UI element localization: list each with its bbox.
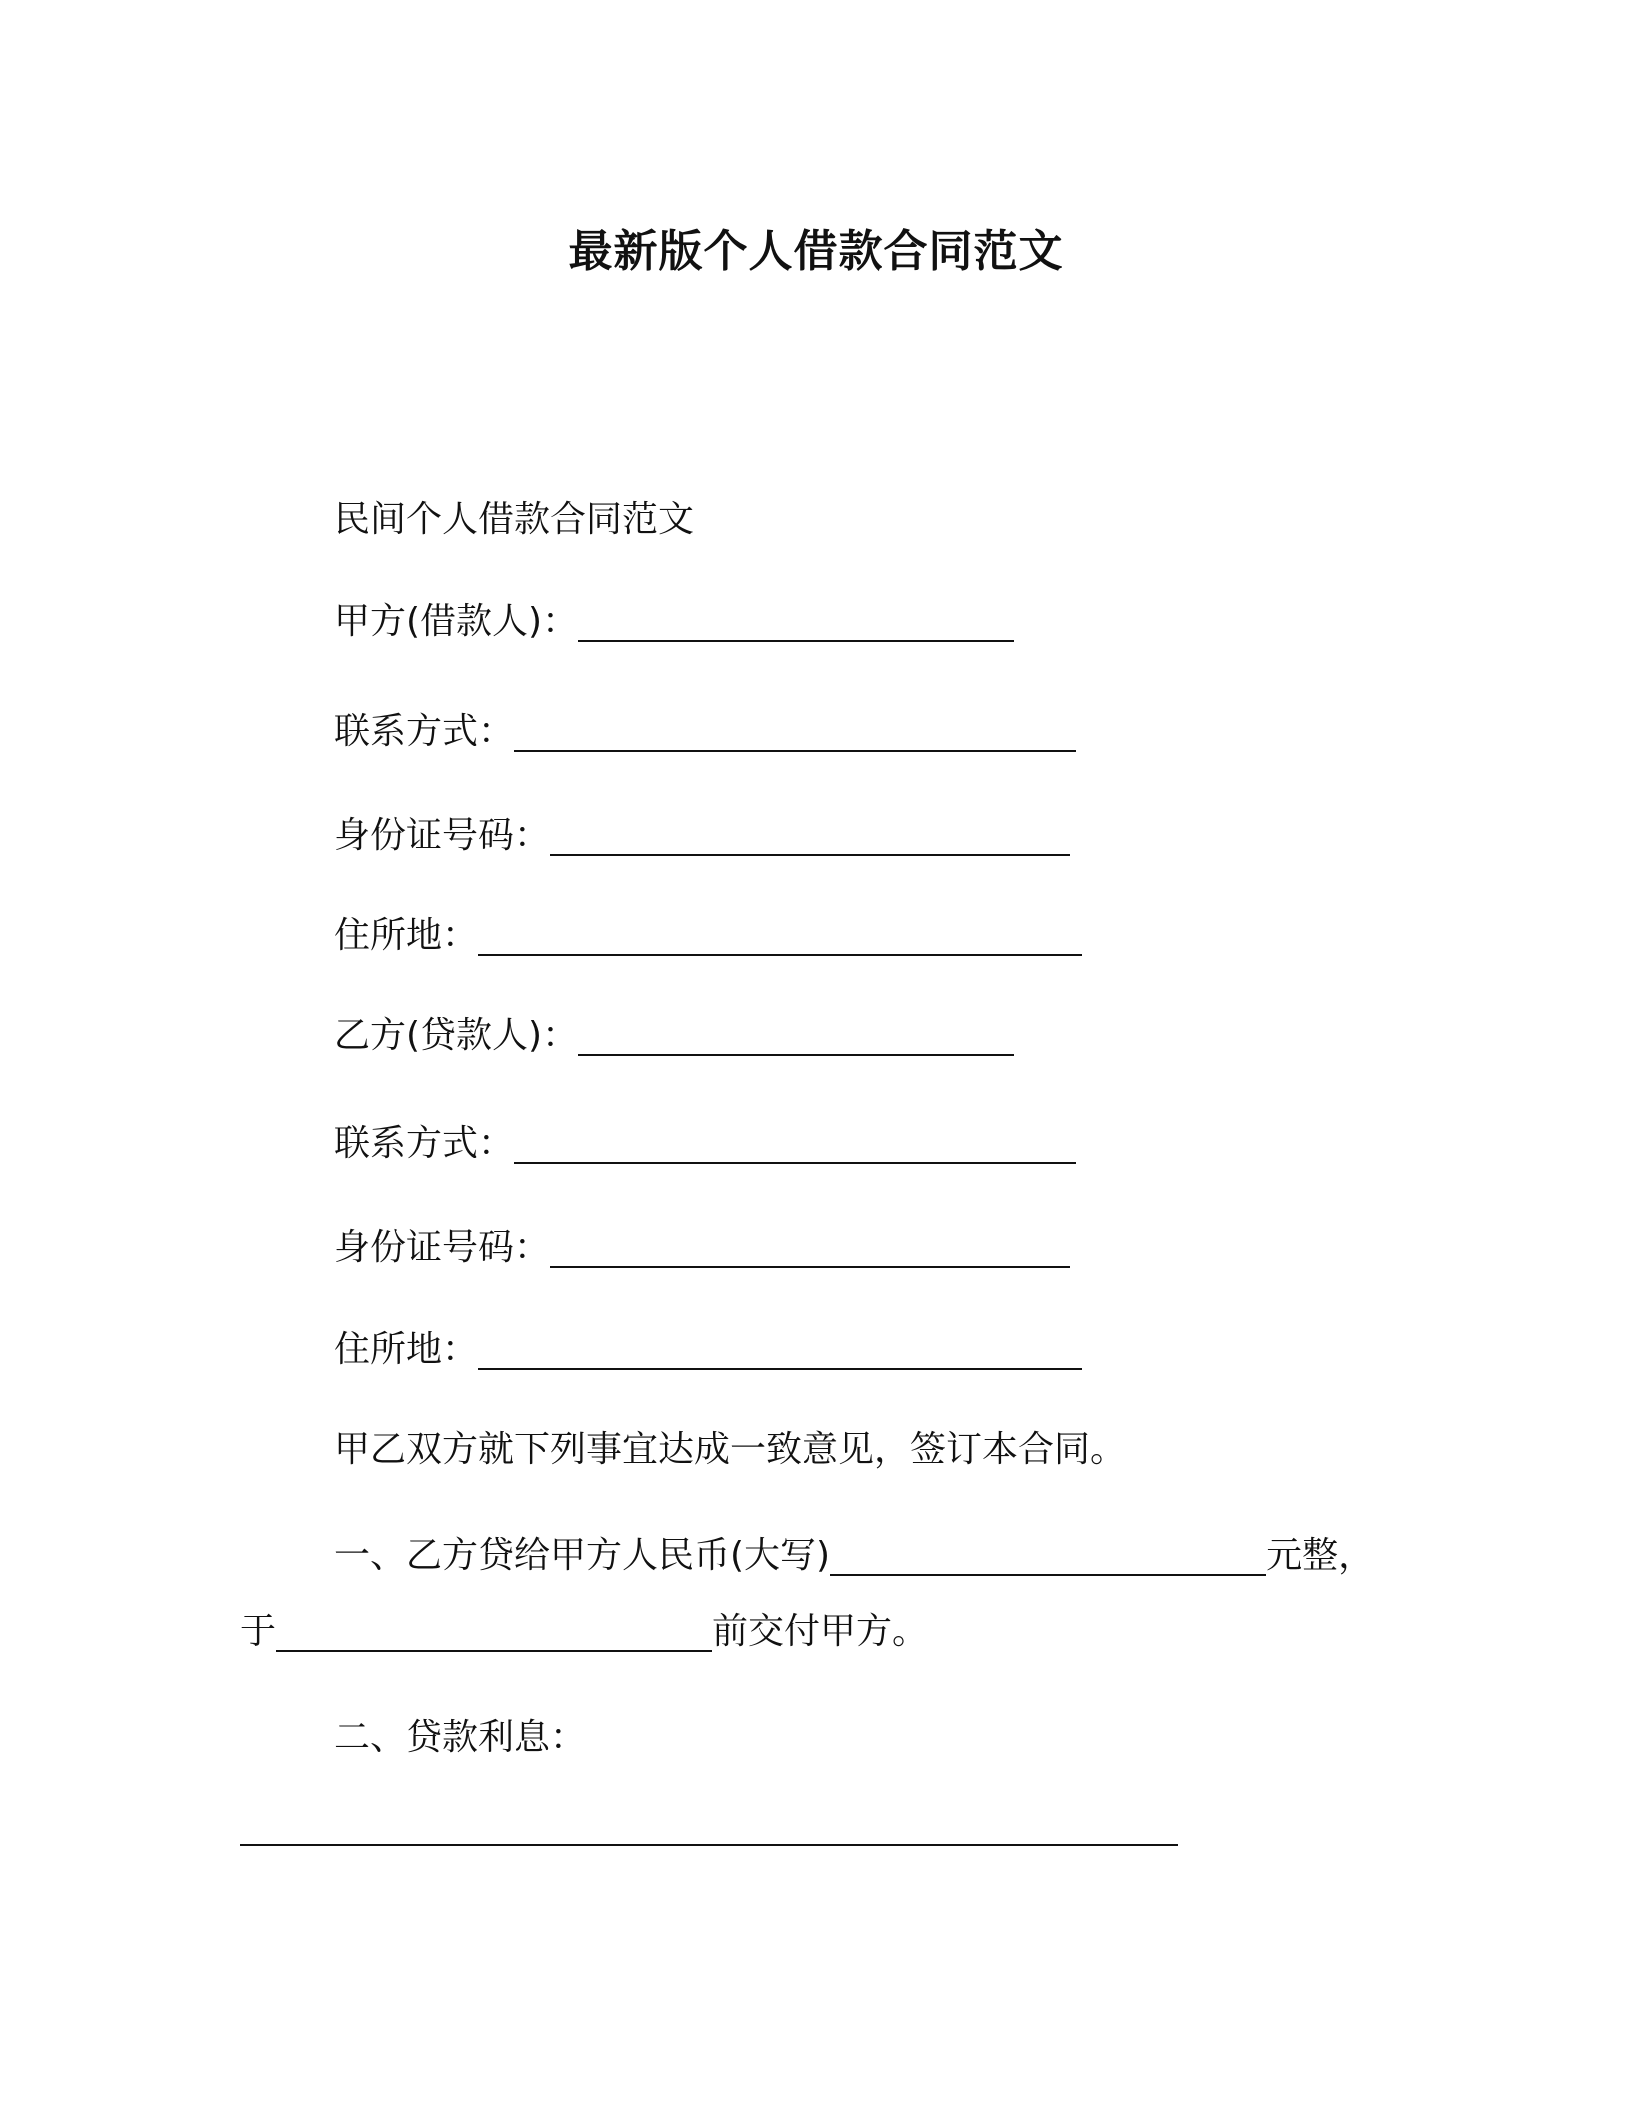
party-a-id-line: [334, 812, 1070, 860]
party-a-line: [334, 598, 1014, 646]
party-a-address-line: [334, 912, 1082, 960]
party-a-contact-label: 联系方式：: [334, 711, 515, 752]
clause-2-blank[interactable]: [240, 1810, 1178, 1846]
party-a-contact-blank[interactable]: [514, 716, 1076, 752]
clause-2-label: 二、贷款利息：: [334, 1717, 587, 1758]
party-b-id-blank[interactable]: [550, 1232, 1070, 1268]
clause-1-line2-suffix: 前交付甲方。: [712, 1611, 929, 1652]
party-b-contact-blank[interactable]: [514, 1128, 1076, 1164]
clause-1-line2-prefix: 于: [240, 1611, 277, 1652]
clause-2-line: [334, 1714, 586, 1762]
clause-1-line-1: [334, 1532, 1374, 1580]
agreement-intro-text: 甲乙双方就下列事宜达成一致意见，签订本合同。: [334, 1429, 1127, 1470]
party-b-contact-line: [334, 1120, 1076, 1168]
clause-1-suffix: 元整，: [1266, 1535, 1375, 1576]
clause-1-prefix: 一、乙方贷给甲方人民币(大写): [334, 1535, 831, 1576]
party-b-label: 乙方(贷款人)：: [334, 1015, 579, 1056]
party-b-blank[interactable]: [578, 1020, 1014, 1056]
party-a-address-label: 住所地：: [334, 915, 479, 956]
agreement-intro: [334, 1426, 1126, 1474]
party-a-id-label: 身份证号码：: [334, 815, 551, 856]
party-b-id-line: [334, 1224, 1070, 1272]
party-b-line: [334, 1012, 1014, 1060]
party-b-address-label: 住所地：: [334, 1329, 479, 1370]
party-a-label: 甲方(借款人)：: [334, 601, 579, 642]
clause-1-amount-blank[interactable]: [830, 1540, 1266, 1576]
party-b-address-line: [334, 1326, 1082, 1374]
party-a-address-blank[interactable]: [478, 920, 1082, 956]
subtitle-text: 民间个人借款合同范文: [334, 499, 695, 540]
party-a-contact-line: [334, 708, 1076, 756]
subtitle: [334, 496, 694, 544]
party-b-id-label: 身份证号码：: [334, 1227, 551, 1268]
document-title: 最新版个人借款合同范文: [568, 226, 1064, 277]
party-a-id-blank[interactable]: [550, 820, 1070, 856]
party-b-address-blank[interactable]: [478, 1334, 1082, 1370]
party-a-blank[interactable]: [578, 606, 1014, 642]
party-b-contact-label: 联系方式：: [334, 1123, 515, 1164]
clause-1-date-blank[interactable]: [276, 1616, 712, 1652]
clause-2-blank-line: [240, 1810, 1178, 1850]
clause-1-line-2: [240, 1608, 928, 1656]
